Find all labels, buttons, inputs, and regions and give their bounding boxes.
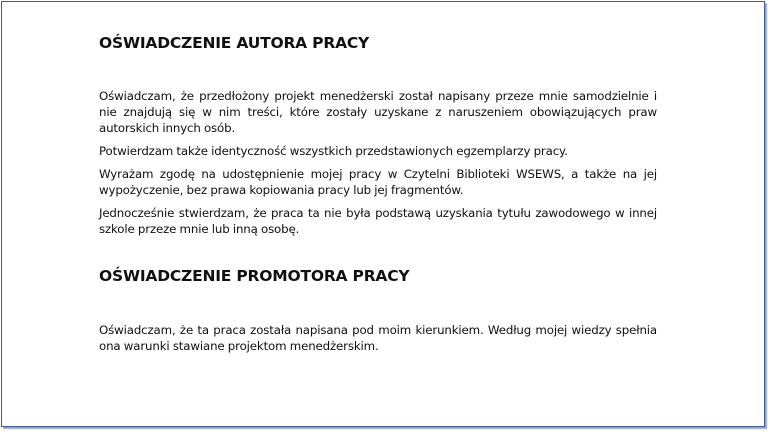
author-statement-heading: OŚWIADCZENIE AUTORA PRACY xyxy=(99,34,370,52)
promotor-statement-heading: OŚWIADCZENIE PROMOTORA PRACY xyxy=(99,267,410,285)
author-consent-paragraph: Wyrażam zgodę na udostępnienie mojej pracy w Czytelni Biblioteki WSEWS, a także na jej wypożyczenie, bez prawa kopiowania pracy lub jej fragmentów. xyxy=(99,167,657,197)
promotor-supervision-paragraph: Oświadczam, że ta praca została napisana pod moim kierunkiem. Według mojej wiedzy spełnia ona warunki stawiane projektom menedżerskim. xyxy=(99,323,657,353)
promotor-statement-body xyxy=(99,322,657,361)
author-statement-body xyxy=(99,88,657,244)
author-copies-paragraph: Potwierdzam także identyczność wszystkich przedstawionych egzemplarzy pracy. xyxy=(99,144,568,158)
author-title-paragraph: Jednocześnie stwierdzam, że praca ta nie była podstawą uzyskania tytułu zawodowego w innej szkole przeze mnie lub inną osobę. xyxy=(99,206,657,236)
author-originality-paragraph: Oświadczam, że przedłożony projekt menedżerski został napisany przeze mnie samodzielnie i nie znajdują się w nim treści, które zostały uzyskane z naruszeniem obowiązujących praw autorskich innych osób. xyxy=(99,89,657,135)
document-page xyxy=(1,1,765,427)
